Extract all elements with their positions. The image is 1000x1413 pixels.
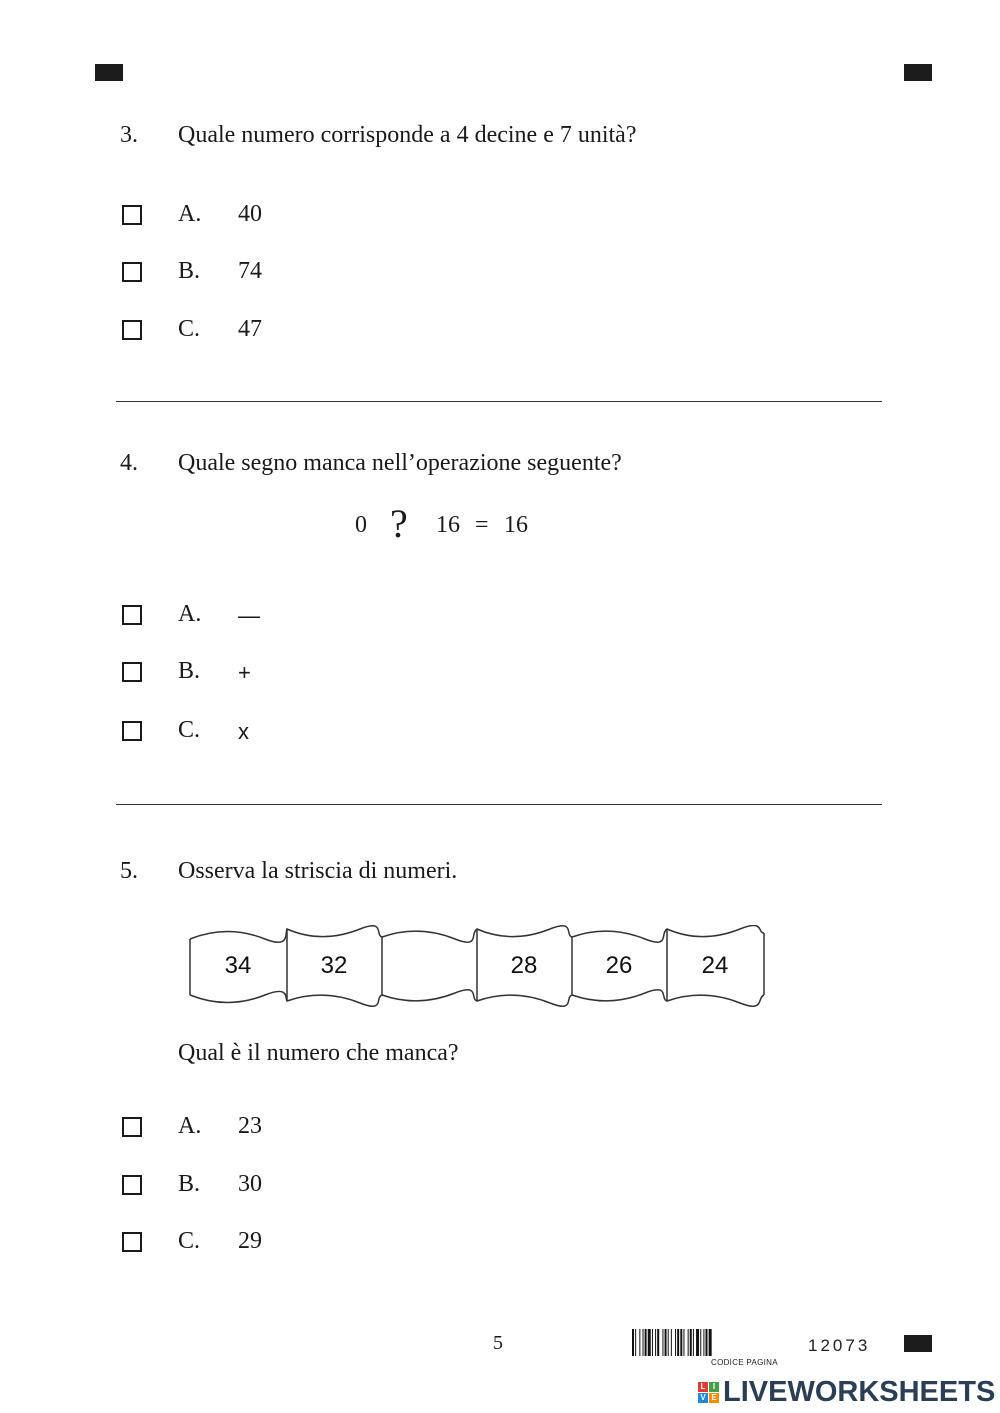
equation-equals: =	[475, 512, 489, 538]
code-label: CODICE PAGINA	[711, 1358, 778, 1367]
barcode-bar	[700, 1329, 701, 1356]
strip-cell: 28	[510, 952, 538, 979]
checkbox[interactable]	[122, 1175, 142, 1195]
code-number: 12073	[808, 1336, 871, 1355]
brand-name: LIVEWORKSHEETS	[723, 1375, 996, 1408]
barcode-bar	[709, 1329, 712, 1356]
checkbox[interactable]	[122, 205, 142, 225]
barcode-bar	[696, 1329, 699, 1356]
number-strip	[185, 925, 770, 1007]
option-letter: A.	[178, 1113, 202, 1139]
page-number: 5	[493, 1332, 503, 1354]
barcode-bar	[652, 1329, 653, 1356]
barcode-bar	[665, 1329, 667, 1356]
brand-letter: L	[698, 1382, 708, 1392]
equation-result: 16	[504, 512, 528, 538]
question-number: 5.	[120, 858, 138, 884]
option-value: 29	[238, 1228, 262, 1254]
barcode-bar	[639, 1329, 640, 1356]
option-letter: C.	[178, 717, 201, 743]
option-letter: A.	[178, 601, 202, 627]
registration-mark-top-right	[904, 64, 932, 81]
option-letter: B.	[178, 1171, 201, 1197]
option-value: +	[238, 660, 251, 685]
checkbox[interactable]	[122, 1232, 142, 1252]
option-letter: C.	[178, 316, 201, 342]
strip-cell: 26	[605, 952, 633, 979]
barcode-bar	[671, 1329, 672, 1356]
barcode-bar	[677, 1329, 679, 1356]
option-letter: A.	[178, 201, 202, 227]
barcode-bar	[635, 1329, 636, 1356]
divider	[116, 804, 882, 805]
option-letter: B.	[178, 258, 201, 284]
question-number: 4.	[120, 450, 138, 476]
barcode-bar	[648, 1329, 651, 1356]
question-subtext: Qual è il numero che manca?	[178, 1040, 459, 1066]
barcode-bar	[688, 1329, 689, 1356]
option-letter: C.	[178, 1228, 201, 1254]
option-letter: B.	[178, 658, 201, 684]
checkbox[interactable]	[122, 721, 142, 741]
checkbox[interactable]	[122, 262, 142, 282]
checkbox[interactable]	[122, 320, 142, 340]
barcode-bar	[657, 1329, 659, 1356]
option-value: 74	[238, 258, 262, 284]
option-value: 47	[238, 316, 262, 342]
barcode-bar	[683, 1329, 684, 1356]
barcode-bar	[680, 1329, 682, 1356]
brand-letter: V	[698, 1393, 708, 1403]
barcode-bar	[643, 1329, 644, 1356]
strip-cell: 34	[224, 952, 252, 979]
strip-cell: 24	[701, 952, 729, 979]
barcode-bar	[655, 1329, 656, 1356]
checkbox[interactable]	[122, 1117, 142, 1137]
question-text: Quale numero corrisponde a 4 decine e 7 unità?	[178, 122, 637, 148]
option-value: 30	[238, 1171, 262, 1197]
barcode-bar	[675, 1329, 676, 1356]
barcode-bar	[668, 1329, 669, 1356]
option-value: 23	[238, 1113, 262, 1139]
checkbox[interactable]	[122, 662, 142, 682]
brand-letter: E	[709, 1393, 719, 1403]
option-value: 40	[238, 201, 262, 227]
divider	[116, 401, 882, 402]
barcode-bar	[693, 1329, 694, 1356]
question-text: Osserva la striscia di numeri.	[178, 858, 458, 884]
question-number: 3.	[120, 122, 138, 148]
barcode-bar	[632, 1329, 634, 1356]
barcode-bar	[703, 1329, 704, 1356]
equation-unknown: ?	[390, 501, 408, 546]
barcode-bar	[662, 1329, 663, 1356]
equation-right: 16	[436, 512, 460, 538]
registration-mark-top-left	[95, 64, 123, 81]
barcode-bar	[690, 1329, 692, 1356]
brand-letter: I	[709, 1382, 719, 1392]
brand-icon	[698, 1382, 719, 1403]
registration-mark-bottom-right	[904, 1335, 932, 1352]
equation-left: 0	[355, 512, 367, 538]
barcode-bar	[706, 1329, 708, 1356]
option-value: x	[238, 719, 249, 744]
checkbox[interactable]	[122, 605, 142, 625]
barcode-bar	[645, 1329, 647, 1356]
option-value: —	[238, 603, 260, 628]
barcode	[632, 1329, 772, 1356]
brand-logo	[698, 1374, 995, 1410]
strip-cell: 32	[320, 952, 348, 979]
question-text: Quale segno manca nell’operazione seguente?	[178, 450, 622, 476]
